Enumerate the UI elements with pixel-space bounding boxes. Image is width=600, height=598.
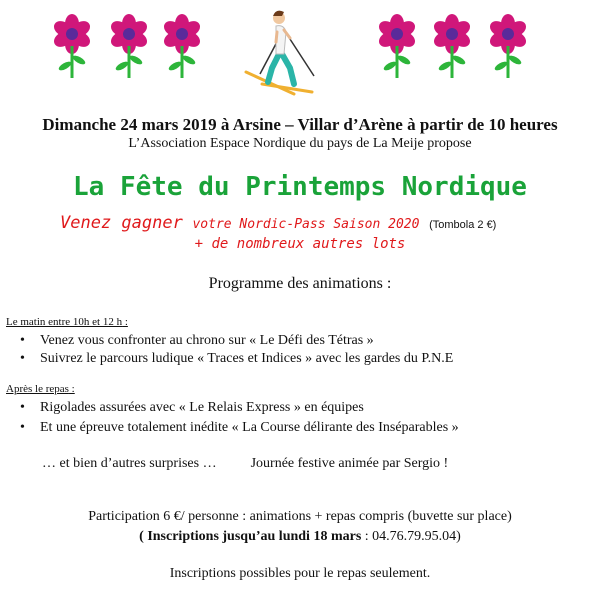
inscriptions-line	[0, 529, 600, 545]
morning-section-label	[6, 316, 128, 328]
list-item	[0, 332, 453, 350]
flower-icon	[486, 14, 530, 80]
bullet: •	[20, 351, 25, 366]
morning-activities-list	[0, 332, 453, 368]
morning-label-colon: :	[122, 316, 128, 328]
flower-icon	[50, 14, 94, 80]
flower-icon	[430, 14, 474, 80]
participation-line: Participation 6 €/ personne : animations + repas compris (buvette sur place)	[88, 509, 512, 524]
prize-lead: Venez gagner	[60, 213, 183, 233]
event-date-line: Dimanche 24 mars 2019 à Arsine – Villar d’Arène à partir de 10 heures	[42, 115, 558, 134]
inscriptions-deadline: ( Inscriptions jusqu’au lundi 18 mars	[139, 529, 362, 544]
prize-line	[60, 213, 496, 233]
event-title: La Fête du Printemps Nordique	[73, 172, 527, 202]
flower-icon	[107, 14, 151, 80]
prize-item: votre Nordic-Pass Saison 2020	[192, 217, 420, 232]
bullet: •	[20, 420, 25, 435]
festive-text: Journée festive animée par Sergio !	[250, 456, 449, 471]
more-prizes-line: + de nombreux autres lots	[194, 236, 406, 252]
activity-text: Et une épreuve totalement inédite « La Course délirante des Inséparables »	[40, 420, 459, 435]
list-item	[0, 398, 459, 418]
afternoon-activities-list	[0, 398, 459, 438]
activity-text: Rigolades assurées avec « Le Relais Express » en équipes	[40, 400, 364, 415]
surprises-text: … et bien d’autres surprises …	[42, 456, 217, 471]
association-line: L’Association Espace Nordique du pays de La Meije propose	[128, 136, 472, 151]
surprises-line	[42, 456, 448, 472]
skier-illustration	[232, 2, 324, 102]
afternoon-label-text: Après le repas	[6, 383, 69, 395]
afternoon-section-label	[6, 383, 75, 395]
list-item	[0, 418, 459, 438]
afternoon-label-colon: :	[68, 383, 75, 395]
programme-heading: Programme des animations :	[208, 275, 392, 292]
inscriptions-phone: : 04.76.79.95.04)	[361, 529, 461, 544]
flower-icon	[160, 14, 204, 80]
repas-note: Inscriptions possibles pour le repas seulement.	[169, 566, 431, 581]
bullet: •	[20, 400, 25, 415]
activity-text: Suivrez le parcours ludique « Traces et Indices » avec les gardes du P.N.E	[40, 351, 454, 366]
flower-icon	[375, 14, 419, 80]
tombola-price: (Tombola 2 €)	[429, 219, 497, 231]
list-item	[0, 350, 453, 368]
bullet: •	[20, 333, 25, 348]
morning-label-text: Le matin entre 10h et 12 h	[6, 316, 123, 328]
activity-text: Venez vous confronter au chrono sur « Le Défi des Tétras »	[40, 333, 374, 348]
